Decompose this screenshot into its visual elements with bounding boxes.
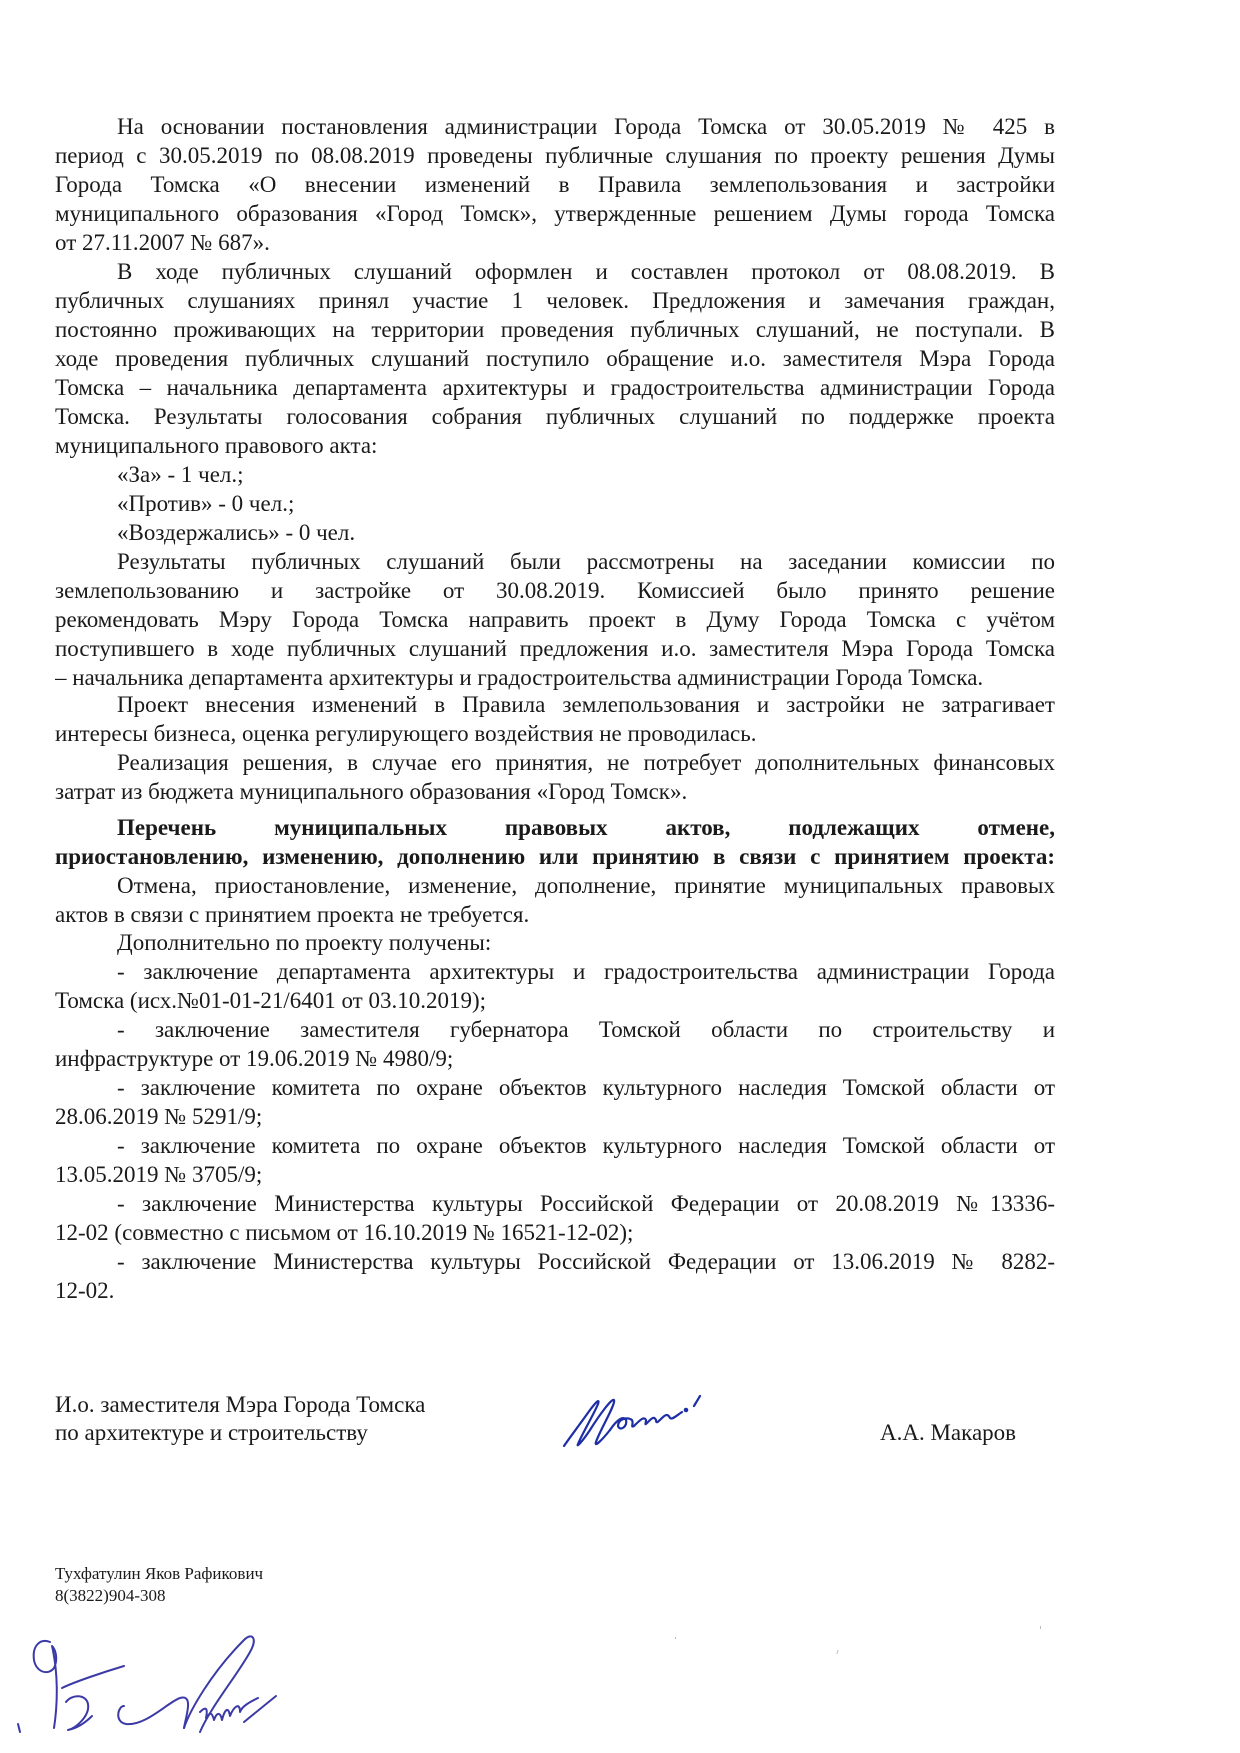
text-line: Томска (исх.№01-01-21/6401 от 03.10.2019);: [55, 988, 487, 1013]
text-line: - заключение Министерства культуры Российской Федерации от 20.08.2019 №13336-: [117, 1191, 1055, 1216]
vote-for: «За» - 1 чел.;: [117, 462, 244, 487]
text-line: - заключение заместителя губернатора Томской области по строительству и: [117, 1017, 1055, 1042]
conclusions-list: [55, 957, 1055, 1305]
text-line: затрат из бюджета муниципального образования «Город Томск».: [55, 779, 688, 804]
contact-phone: 8(3822)904-308: [55, 1586, 166, 1605]
paragraph-hearings-protocol: [55, 257, 1055, 460]
text-line: Проект внесения изменений в Правила землепользования и застройки не затрагивает: [117, 692, 1055, 717]
heading-line: Перечень муниципальных правовых актов, подлежащих отмене,: [117, 815, 1055, 840]
text-line: рекомендовать Мэру Города Томска направить проект в Думу Города Томска с учётом: [55, 607, 1055, 632]
text-line: Томска – начальника департамента архитектуры и градостроительства администрации Города: [55, 375, 1055, 400]
paragraph-budget: [55, 748, 1055, 806]
text-line: от 27.11.2007 № 687».: [55, 230, 270, 255]
list-item: [55, 1189, 1055, 1247]
paragraph-business-impact: [55, 690, 1055, 748]
text-line: 12-02 (совместно с письмом от 16.10.2019 № 16521-12-02);: [55, 1220, 634, 1245]
voting-results: [55, 460, 1055, 547]
list-item: [55, 1015, 1055, 1073]
contact-info: [55, 1563, 263, 1607]
signer-position: [55, 1391, 425, 1447]
list-item: [55, 1131, 1055, 1189]
text-line: 12-02.: [55, 1278, 115, 1303]
list-item: [55, 957, 1055, 1015]
paragraph-commission-decision: [55, 547, 1055, 692]
vote-against: «Против» - 0 чел.;: [117, 491, 295, 516]
initials-signature-icon: [14, 1632, 294, 1740]
text-line: - заключение департамента архитектуры и градостроительства администрации Города: [117, 959, 1055, 984]
text-line: поступившего в ходе публичных слушаний предложения и.о. заместителя Мэра Города Томска: [55, 636, 1055, 661]
heading-line: приостановлению, изменению, дополнению или принятию в связи с принятием проекта:: [55, 844, 1055, 869]
text-line: муниципального образования «Город Томск», утвержденные решением Думы города Томска: [55, 201, 1055, 226]
contact-name: Тухфатулин Яков Рафикович: [55, 1564, 264, 1583]
text-line: Отмена, приостановление, изменение, дополнение, принятие муниципальных правовых: [117, 873, 1055, 898]
list-item: [55, 1247, 1055, 1305]
text-line: Томска. Результаты голосования собрания публичных слушаний по поддержке проекта: [55, 404, 1055, 429]
list-item: [55, 1073, 1055, 1131]
paragraph-hearings-basis: [55, 112, 1055, 257]
text-line: - заключение комитета по охране объектов культурного наследия Томской области от: [117, 1133, 1055, 1158]
text-line: Дополнительно по проекту получены:: [117, 930, 492, 955]
vote-abstained: «Воздержались» - 0 чел.: [117, 520, 356, 545]
scan-speck: [1040, 1626, 1041, 1629]
paragraph-no-changes: [55, 871, 1055, 929]
signer-position-line-1: И.о. заместителя Мэра Города Томска: [55, 1392, 426, 1417]
text-line: В ходе публичных слушаний оформлен и составлен протокол от 08.08.2019. В: [117, 259, 1055, 284]
section-heading-legal-acts: [55, 813, 1055, 871]
text-line: постоянно проживающих на территории проведения публичных слушаний, не поступали. В: [55, 317, 1055, 342]
scan-speck: [675, 1637, 676, 1639]
text-line: - заключение комитета по охране объектов культурного наследия Томской области от: [117, 1075, 1055, 1100]
signer-name: А.А. Макаров: [880, 1420, 1017, 1445]
paragraph-additional: [55, 928, 1055, 957]
text-line: ходе проведения публичных слушаний поступило обращение и.о. заместителя Мэра Города: [55, 346, 1055, 371]
text-line: период с 30.05.2019 по 08.08.2019 проведены публичные слушания по проекту решения Думы: [55, 143, 1055, 168]
signer-position-line-2: по архитектуре и строительству: [55, 1420, 368, 1445]
handwritten-signature-icon: [560, 1390, 725, 1452]
text-line: актов в связи с принятием проекта не требуется.: [55, 902, 530, 927]
text-line: 28.06.2019 № 5291/9;: [55, 1104, 263, 1129]
text-line: землепользованию и застройке от 30.08.2019. Комиссией было принято решение: [55, 578, 1055, 603]
text-line: На основании постановления администрации Города Томска от 30.05.2019 № 425 в: [117, 114, 1055, 139]
text-line: инфраструктуре от 19.06.2019 № 4980/9;: [55, 1046, 454, 1071]
text-line: муниципального правового акта:: [55, 433, 378, 458]
text-line: интересы бизнеса, оценка регулирующего воздействия не проводилась.: [55, 721, 757, 746]
text-line: публичных слушаниях принял участие 1 человек. Предложения и замечания граждан,: [55, 288, 1055, 313]
text-line: 13.05.2019 № 3705/9;: [55, 1162, 263, 1187]
text-line: Результаты публичных слушаний были рассмотрены на заседании комиссии по: [117, 549, 1055, 574]
text-line: Реализация решения, в случае его принятия, не потребует дополнительных финансовых: [117, 750, 1055, 775]
text-line: - заключение Министерства культуры Российской Федерации от 13.06.2019 № 8282-: [117, 1249, 1055, 1274]
text-line: – начальника департамента архитектуры и градостроительства администрации Города Томска.: [55, 665, 984, 690]
scan-speck: [836, 1650, 838, 1654]
text-line: Города Томска «О внесении изменений в Правила землепользования и застройки: [55, 172, 1055, 197]
